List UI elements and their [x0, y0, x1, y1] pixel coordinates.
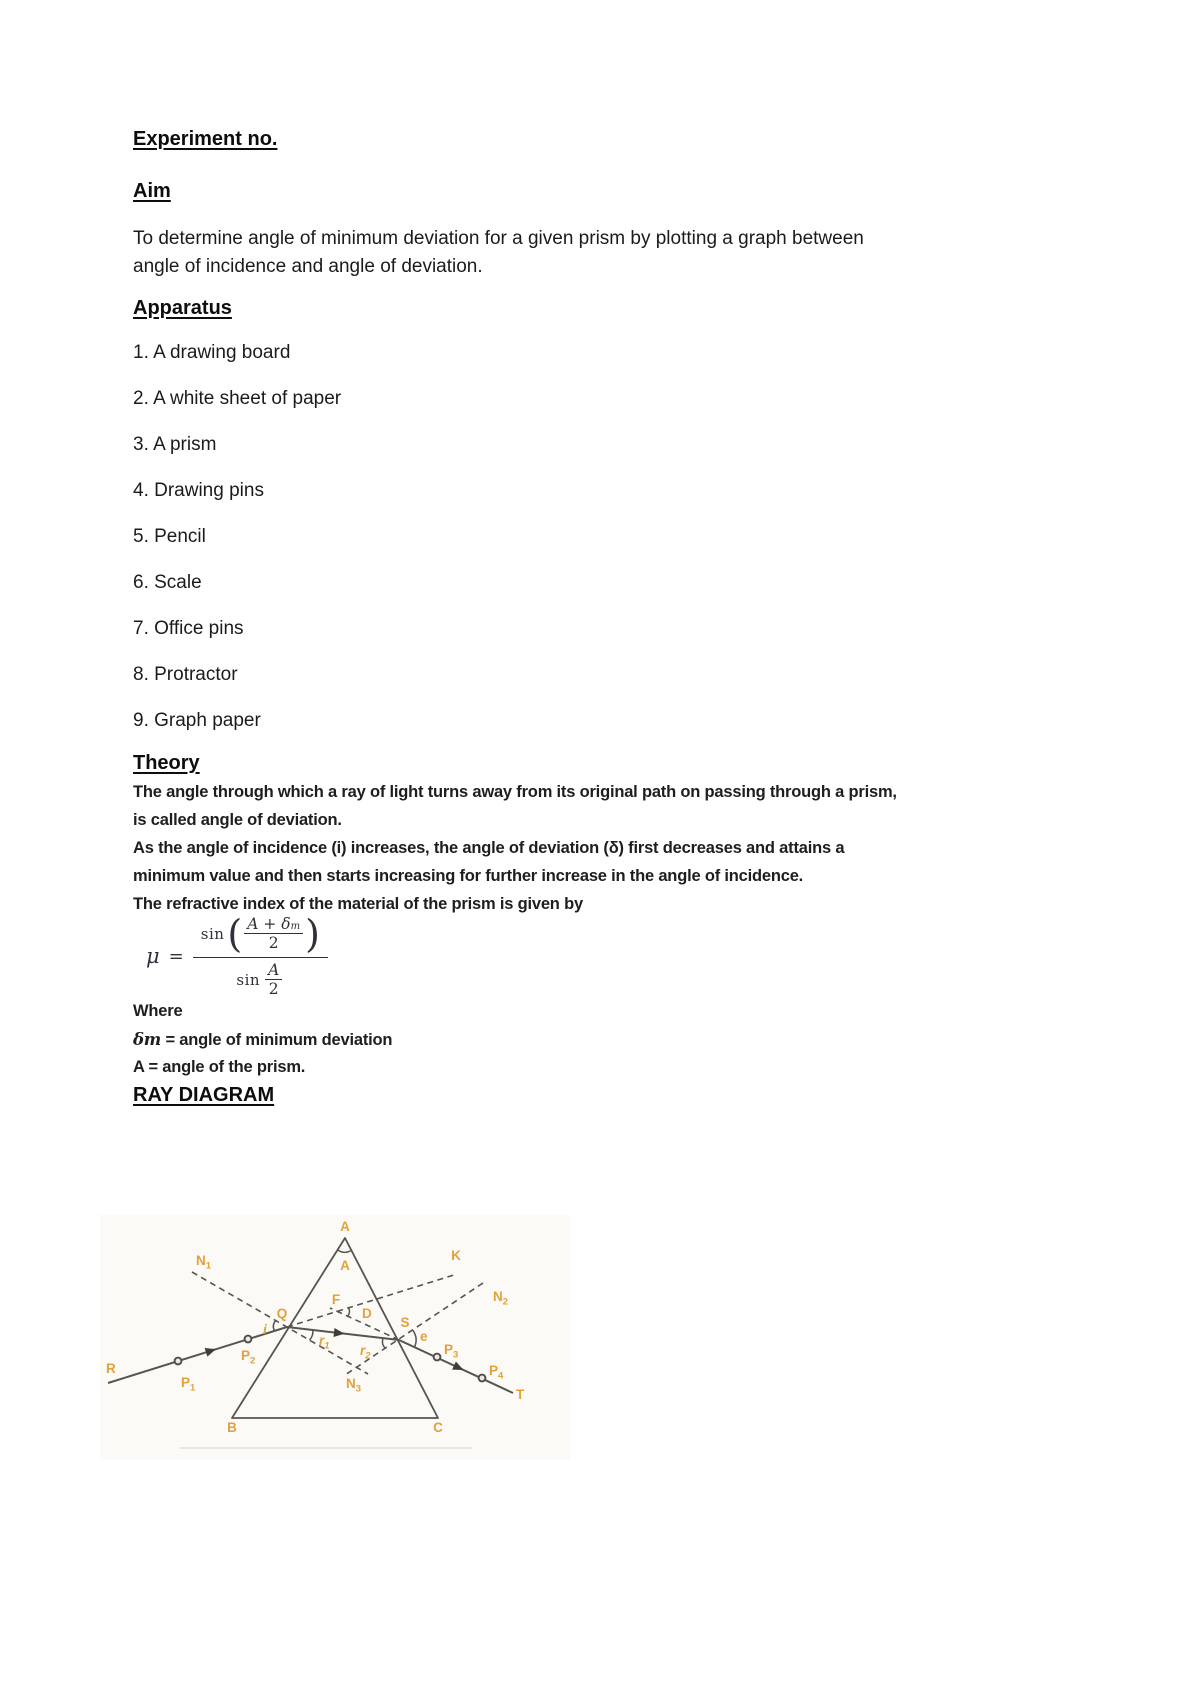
where-delta-definition [133, 1030, 392, 1050]
refractive-index-formula [146, 914, 328, 998]
label-angle-r2: $r_2$ [360, 1343, 371, 1362]
formula-denominator-2: 2 [265, 979, 282, 999]
apparatus-item-8: 8. Protractor [133, 664, 238, 685]
formula-open-paren: ( [227, 912, 243, 957]
prism-angle-definition: A = angle of the prism. [133, 1058, 306, 1076]
label-b: B [227, 1420, 237, 1435]
formula-a-over-2 [265, 962, 282, 999]
label-t: T [516, 1387, 525, 1402]
theory-line-5: The refractive index of the material of the prism is given by [133, 895, 583, 913]
formula-delta-subscript-m: m [290, 921, 301, 932]
label-angle-e: e [420, 1329, 428, 1344]
formula-a-plus-delta: A + δ [247, 915, 291, 933]
formula-a-symbol: A [268, 960, 280, 979]
formula-sin-denominator: sin [236, 970, 261, 989]
formula-equals-sign: = [168, 945, 184, 967]
pin-p1-dot [175, 1358, 182, 1365]
where-label: Where [133, 1002, 183, 1020]
label-q: Q [276, 1306, 288, 1321]
apparatus-item-4: 4. Drawing pins [133, 480, 264, 501]
heading-theory: Theory [133, 752, 200, 774]
theory-line-1: The angle through which a ray of light turns away from its original path on passing through a prism, [133, 783, 897, 801]
prism-ray-diagram [100, 1215, 570, 1460]
formula-inner-numerator [244, 916, 303, 933]
label-p3: $P_3$ [444, 1342, 459, 1361]
formula-sin-numerator: sin [200, 925, 225, 944]
apparatus-item-5: 5. Pencil [133, 526, 206, 547]
label-f: F [331, 1292, 341, 1307]
formula-close-paren: ) [305, 912, 320, 957]
label-n3: $N_3$ [346, 1376, 362, 1395]
label-p4: $P_4$ [489, 1363, 504, 1382]
heading-apparatus: Apparatus [133, 297, 232, 319]
aim-paragraph-line-1: To determine angle of minimum deviation for a given prism by plotting a graph between [133, 228, 864, 249]
delta-m-definition-text: = angle of minimum deviation [161, 1031, 393, 1049]
delta-m-symbol: δm [133, 1030, 162, 1049]
heading-experiment-no: Experiment no. [133, 128, 278, 150]
label-p1: $P_1$ [181, 1375, 196, 1394]
label-p2: $P_2$ [241, 1348, 256, 1367]
apparatus-item-7: 7. Office pins [133, 618, 244, 639]
label-c: C [433, 1420, 443, 1435]
apparatus-item-1: 1. A drawing board [133, 342, 291, 363]
pin-p4-dot [479, 1375, 486, 1382]
heading-aim: Aim [133, 180, 171, 202]
heading-ray-diagram: RAY DIAGRAM [133, 1084, 275, 1106]
apparatus-item-9: 9. Graph paper [133, 710, 261, 731]
formula-inner-denominator: 2 [244, 933, 303, 953]
label-angle-r1: $r_1$ [319, 1333, 330, 1352]
formula-inner-fraction [244, 916, 303, 953]
label-apex-a-inner: A [340, 1258, 350, 1273]
apparatus-item-2: 2. A white sheet of paper [133, 388, 342, 409]
pin-p3-dot [434, 1354, 441, 1361]
pin-p2-dot [245, 1336, 252, 1343]
formula-numerator [193, 914, 328, 958]
scan-paper-background [100, 1215, 570, 1460]
aim-paragraph-line-2: angle of incidence and angle of deviation. [133, 256, 483, 277]
apparatus-item-6: 6. Scale [133, 572, 202, 593]
formula-main-fraction [193, 914, 328, 998]
theory-line-2: is called angle of deviation. [133, 811, 342, 829]
formula-denominator [236, 958, 284, 999]
apparatus-item-3: 3. A prism [133, 434, 217, 455]
label-d: D [362, 1306, 372, 1321]
theory-line-3: As the angle of incidence (i) increases, the angle of deviation (δ) first decreases and attains a [133, 839, 845, 857]
label-n1: $N_1$ [196, 1253, 212, 1272]
label-r-source: R [106, 1361, 116, 1376]
label-angle-i: i [263, 1322, 267, 1337]
theory-line-4: minimum value and then starts increasing for further increase in the angle of incidence. [133, 867, 804, 885]
label-k: K [451, 1248, 461, 1263]
formula-mu-symbol: μ [146, 944, 160, 969]
label-n2: $N_2$ [493, 1289, 509, 1308]
label-s: S [400, 1315, 410, 1330]
label-apex-a-outer: A [340, 1219, 350, 1234]
